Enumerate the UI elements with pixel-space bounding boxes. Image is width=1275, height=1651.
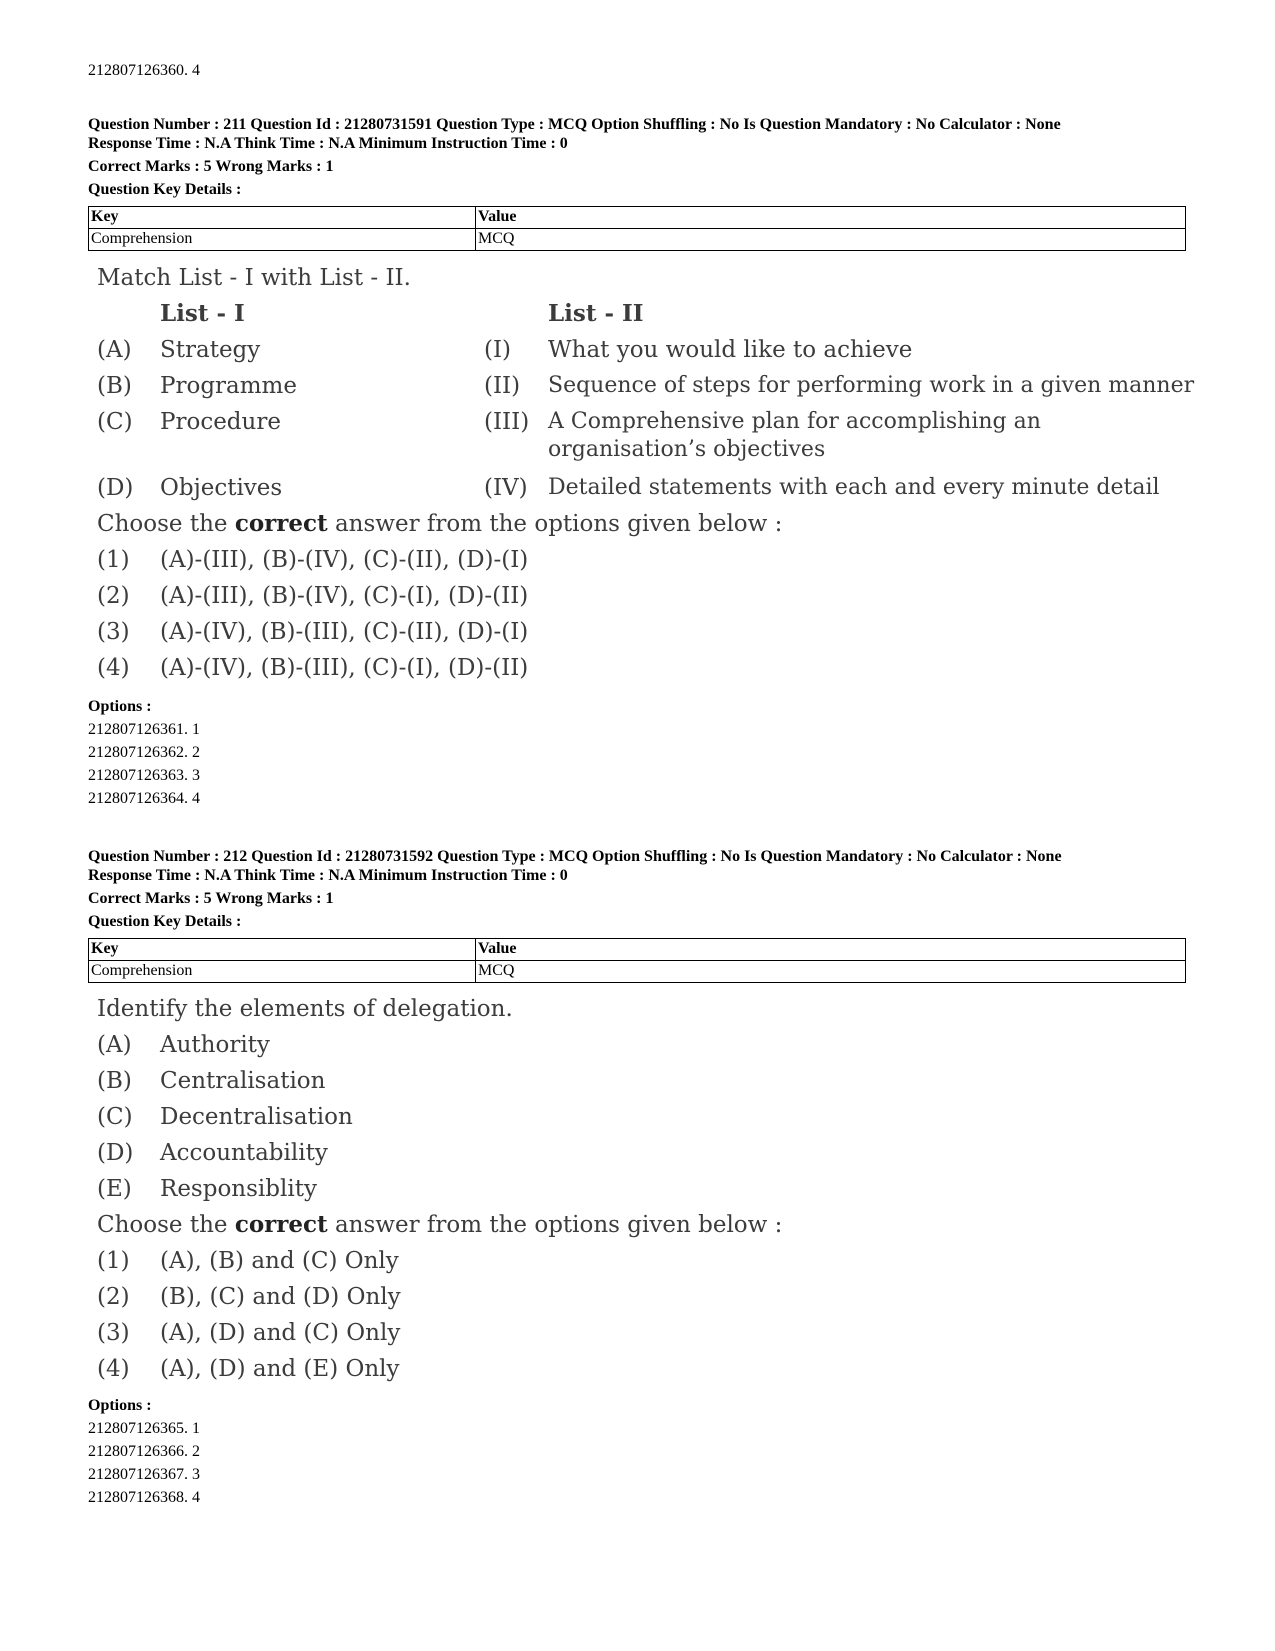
choose-bold: correct [234,1211,328,1238]
answer-number: (2) [97,1284,130,1310]
choose-bold: correct [234,510,328,537]
list2-title: List - II [548,300,644,327]
options-label: Options : [88,698,152,715]
question-key-table [88,206,1186,251]
option-item: 212807126364. 4 [88,790,200,807]
choose-instruction [97,1211,782,1239]
options-label: Options : [88,1397,152,1414]
item-label: (C) [97,1104,133,1130]
answer-text: (A), (D) and (E) Only [160,1356,400,1382]
question-key-details-label: Question Key Details : [88,181,242,198]
question-marks: Correct Marks : 5 Wrong Marks : 1 [88,890,334,907]
answer-number: (4) [97,655,130,681]
option-item: 212807126368. 4 [88,1489,200,1506]
list2-item: Detailed statements with each and every minute detail [548,475,1160,500]
option-item: 212807126365. 1 [88,1420,200,1437]
item-text: Authority [160,1032,270,1058]
list2-label: (III) [484,409,530,435]
list2-item: What you would like to achieve [548,337,913,363]
list1-item: Strategy [160,337,261,363]
question-key-details-label: Question Key Details : [88,913,242,930]
question-meta-line2: Response Time : N.A Think Time : N.A Minimum Instruction Time : 0 [88,867,568,884]
item-text: Decentralisation [160,1104,353,1130]
list2-label: (I) [484,337,512,363]
table-cell-key: Comprehension [89,229,476,251]
answer-number: (1) [97,547,130,573]
table-cell-key: Comprehension [89,961,476,983]
list1-item: Programme [160,373,297,399]
answer-number: (1) [97,1248,130,1274]
header-id: 212807126360. 4 [88,62,200,79]
answer-text: (A), (B) and (C) Only [160,1248,399,1274]
item-text: Centralisation [160,1068,326,1094]
option-item: 212807126362. 2 [88,744,200,761]
table-cell-value: MCQ [476,961,1186,983]
answer-number: (4) [97,1356,130,1382]
question-marks: Correct Marks : 5 Wrong Marks : 1 [88,158,334,175]
choose-text: Choose the [97,511,235,537]
answer-text: (B), (C) and (D) Only [160,1284,401,1310]
question-meta-line1: Question Number : 211 Question Id : 21280731591 Question Type : MCQ Option Shuffling : No Is Question Mandatory : No Calculator : None [88,116,1061,133]
option-item: 212807126367. 3 [88,1466,200,1483]
choose-text: Choose the [97,1212,235,1238]
list1-label: (C) [97,409,133,435]
list1-label: (B) [97,373,132,399]
question-key-table [88,938,1186,983]
option-item: 212807126363. 3 [88,767,200,784]
item-label: (A) [97,1032,132,1058]
question-meta-line1: Question Number : 212 Question Id : 21280731592 Question Type : MCQ Option Shuffling : No Is Question Mandatory : No Calculator : None [88,848,1062,865]
option-item: 212807126361. 1 [88,721,200,738]
answer-text: (A)-(III), (B)-(IV), (C)-(I), (D)-(II) [160,583,529,609]
item-text: Accountability [160,1140,328,1166]
item-text: Responsiblity [160,1176,317,1202]
answer-text: (A)-(III), (B)-(IV), (C)-(II), (D)-(I) [160,547,529,573]
question-prompt: Identify the elements of delegation. [97,996,513,1022]
answer-number: (2) [97,583,130,609]
answer-text: (A)-(IV), (B)-(III), (C)-(II), (D)-(I) [160,619,529,645]
answer-text: (A), (D) and (C) Only [160,1320,401,1346]
list1-label: (D) [97,475,134,501]
answer-number: (3) [97,1320,130,1346]
item-label: (B) [97,1068,132,1094]
list2-label: (II) [484,373,521,399]
item-label: (D) [97,1140,134,1166]
list2-item: Sequence of steps for performing work in a given manner [548,373,1195,398]
list1-label: (A) [97,337,132,363]
answer-number: (3) [97,619,130,645]
list1-title: List - I [160,300,245,327]
list1-item: Procedure [160,409,281,435]
table-header-key: Key [89,207,476,229]
table-header-key: Key [89,939,476,961]
choose-text: answer from the options given below : [327,1212,783,1238]
answer-text: (A)-(IV), (B)-(III), (C)-(I), (D)-(II) [160,655,529,681]
option-item: 212807126366. 2 [88,1443,200,1460]
choose-text: answer from the options given below : [327,511,783,537]
choose-instruction [97,510,782,538]
question-meta-line2: Response Time : N.A Think Time : N.A Minimum Instruction Time : 0 [88,135,568,152]
list2-item: A Comprehensive plan for accomplishing an organisation’s objectives [548,409,1041,462]
list1-item: Objectives [160,475,283,501]
item-label: (E) [97,1176,132,1202]
table-cell-value: MCQ [476,229,1186,251]
table-header-value: Value [476,939,1186,961]
table-header-value: Value [476,207,1186,229]
question-prompt: Match List - I with List - II. [97,265,411,291]
list2-label: (IV) [484,475,528,501]
